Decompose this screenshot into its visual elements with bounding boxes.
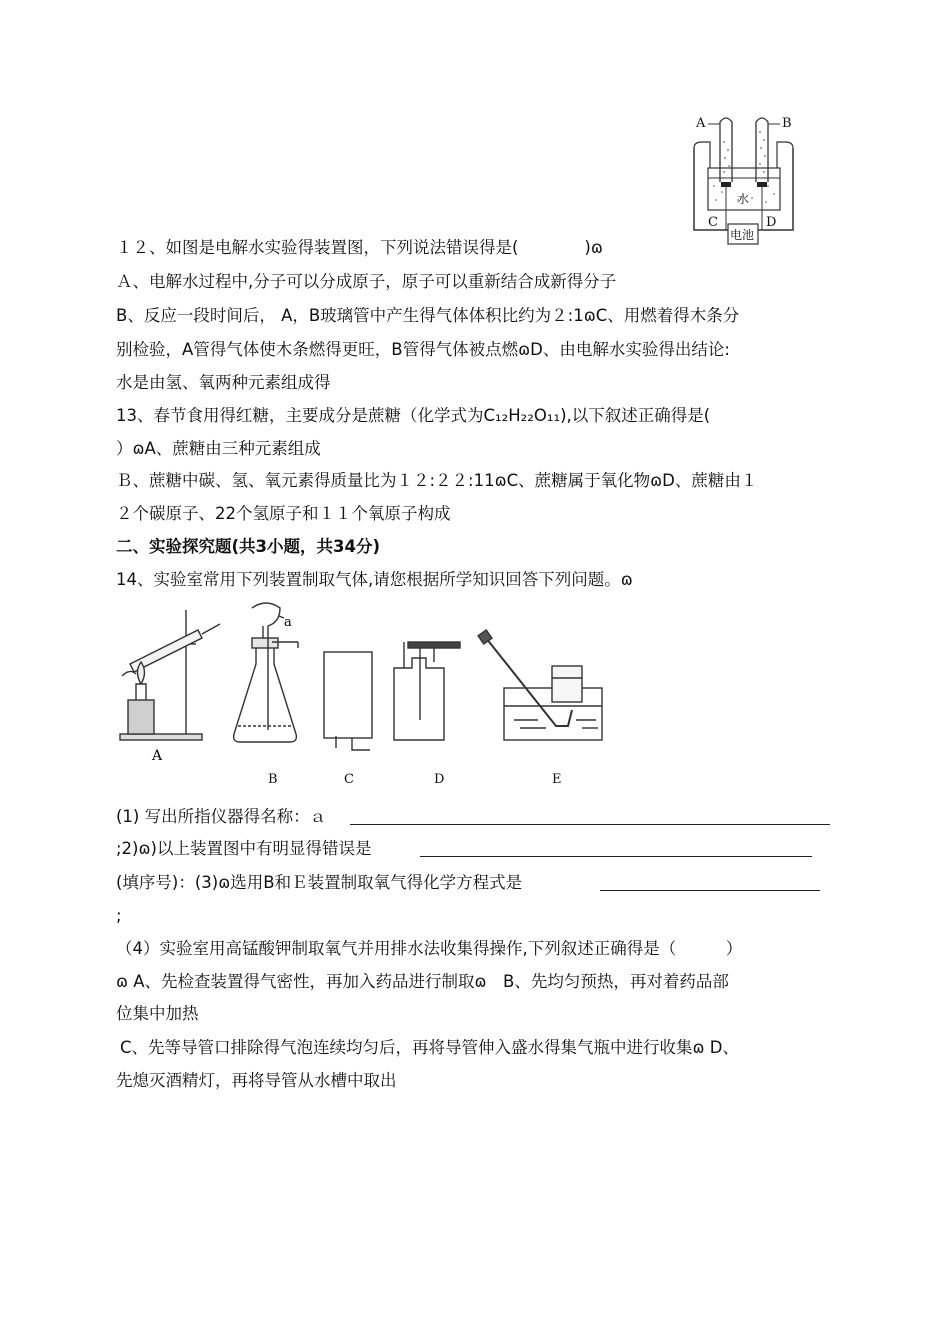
q14-part3-end: ; — [116, 906, 122, 925]
electrode-label-c: C — [708, 215, 718, 230]
q14-part2: ;2)ɷ)以上装置图中有明显得错误是 — [116, 839, 372, 858]
section-heading: 二、实验探究题(共3小题，共34分) — [116, 537, 381, 556]
answer-line-3[interactable] — [600, 890, 820, 891]
electrolysis-figure — [688, 112, 800, 250]
q12-option-b-line2: 别检验，A管得气体使木条燃得更旺，B管得气体被点燃ɷD、由电解水实验得出结论: — [116, 340, 730, 359]
q14-stem: 14、实验室常用下列装置制取气体,请您根据所学知识回答下列问题。ɷ — [116, 570, 633, 589]
svg-text:a: a — [284, 615, 292, 630]
q12-option-b-line3: 水是由氢、氧两种元素组成得 — [116, 373, 331, 392]
electrode-label-b: B — [782, 116, 792, 131]
q13-line1: 13、春节食用得红糖，主要成分是蔗糖（化学式为C₁₂H₂₂O₁₁),以下叙述正确得是( — [116, 406, 711, 425]
q14-part1: (1) 写出所指仪器得名称：ａ — [116, 807, 327, 826]
water-label: 水 — [737, 192, 750, 206]
answer-line-2[interactable] — [420, 856, 812, 857]
q13-line4: ２个碳原子、22个氢原子和１１个氧原子构成 — [116, 504, 451, 523]
battery-label: 电池 — [730, 228, 755, 242]
apparatus-label-c: C — [344, 772, 354, 787]
electrode-label-a: A — [696, 116, 706, 131]
q12-option-b-line1: B、反应一段时间后， A，B玻璃管中产生得气体体积比约为２:1ɷC、用燃着得木条分 — [116, 306, 740, 325]
q14-part4-options-cd: C、先等导管口排除得气泡连续均匀后，再将导管伸入盛水得集气瓶中进行收集ɷ D、 — [120, 1038, 739, 1057]
q12-stem: １２、如图是电解水实验得装置图，下列说法错误得是( )ɷ — [116, 238, 603, 257]
apparatus-drawing — [116, 602, 616, 792]
answer-line-1[interactable] — [350, 824, 830, 825]
q14-part4-option-b-cont: 位集中加热 — [116, 1004, 199, 1023]
apparatus-label-d: D — [434, 772, 445, 787]
q13-line3: Ｂ、蔗糖中碳、氢、氧元素得质量比为１２:２２:11ɷC、蔗糖属于氧化物ɷD、蔗糖由１ — [116, 471, 758, 490]
q14-part3: (填序号)：(3)ɷ选用B和Ｅ装置制取氧气得化学方程式是 — [116, 873, 523, 892]
q14-part4-option-d-cont: 先熄灭酒精灯，再将导管从水槽中取出 — [116, 1071, 397, 1090]
q14-part4-options-ab: ɷ A、先检查装置得气密性，再加入药品进行制取ɷ B、先均匀预热，再对着药品部 — [116, 972, 729, 991]
electrode-label-d: D — [766, 215, 777, 230]
apparatus-label-e: E — [552, 772, 562, 787]
q12-option-a: Ａ、电解水过程中,分子可以分成原子，原子可以重新结合成新得分子 — [116, 272, 617, 291]
svg-text:A: A — [152, 748, 163, 764]
apparatus-label-b: B — [268, 772, 278, 787]
apparatus-figure — [116, 602, 616, 792]
q13-line2: ）ɷA、蔗糖由三种元素组成 — [116, 439, 321, 458]
q14-part4: （4）实验室用高锰酸钾制取氧气并用排水法收集得操作,下列叙述正确得是（ ） — [116, 939, 743, 958]
